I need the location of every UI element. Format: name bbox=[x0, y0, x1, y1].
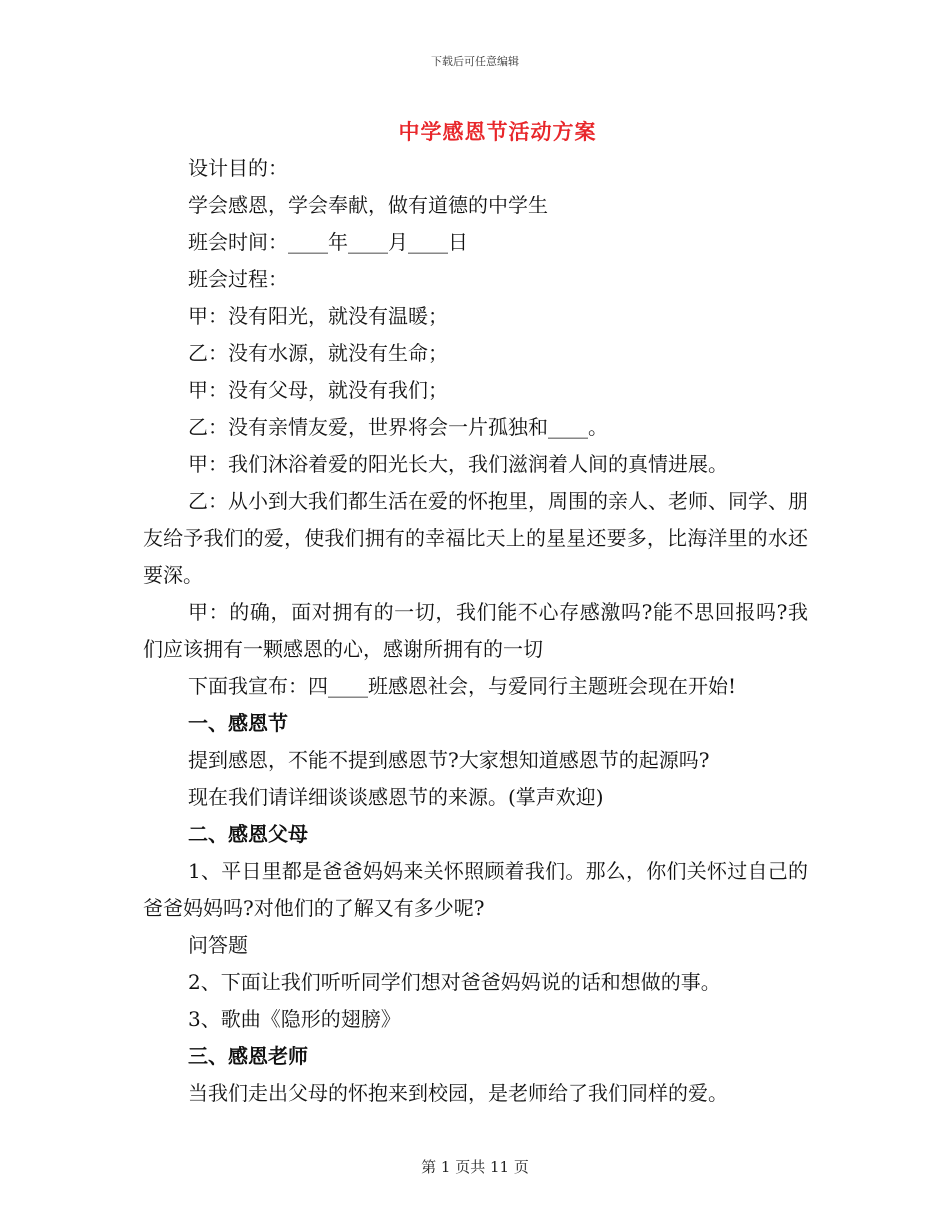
body-line: 问答题 bbox=[188, 933, 248, 957]
dialogue-line: 乙：没有亲情友爱，世界将会一片孤独和____。 bbox=[188, 415, 608, 439]
dialogue-paragraph: 乙：从小到大我们都生活在爱的怀抱里，周围的亲人、老师、同学、朋友给予我们的爱，使我们拥有的幸福比天上的星星还要多，比海洋里的水还要深。 bbox=[143, 489, 808, 587]
list-item: 1、平日里都是爸爸妈妈来关怀照顾着我们。那么，你们关怀过自己的爸爸妈妈吗?对他们的了解又有多少呢? bbox=[143, 859, 808, 920]
body-line: 现在我们请详细谈谈感恩节的来源。(掌声欢迎) bbox=[188, 785, 604, 809]
list-item: 2、下面让我们听听同学们想对爸爸妈妈说的话和想做的事。 bbox=[188, 970, 721, 994]
list-item: 3、歌曲《隐形的翅膀》 bbox=[188, 1007, 401, 1031]
meeting-time: 班会时间：____年____月____日 bbox=[188, 230, 468, 254]
section-heading: 三、感恩老师 bbox=[188, 1044, 308, 1068]
dialogue-line: 甲：没有父母，就没有我们； bbox=[188, 378, 448, 402]
meeting-process-label: 班会过程： bbox=[188, 267, 288, 291]
dialogue-line: 甲：我们沐浴着爱的阳光长大，我们滋润着人间的真情进展。 bbox=[188, 452, 728, 476]
announcement: 下面我宣布：四____班感恩社会，与爱同行主题班会现在开始! bbox=[188, 674, 737, 698]
page-number: 第 1 页共 11 页 bbox=[421, 1158, 529, 1176]
section-heading: 二、感恩父母 bbox=[188, 822, 308, 846]
document-title: 中学感恩节活动方案 bbox=[398, 119, 597, 144]
body-line: 提到感恩，不能不提到感恩节?大家想知道感恩节的起源吗? bbox=[188, 748, 710, 772]
dialogue-line: 乙：没有水源，就没有生命； bbox=[188, 341, 448, 365]
section-heading: 一、感恩节 bbox=[188, 711, 288, 735]
dialogue-line: 甲：没有阳光，就没有温暖； bbox=[188, 304, 448, 328]
header-note: 下载后可任意编辑 bbox=[431, 55, 519, 68]
body-line: 当我们走出父母的怀抱来到校园，是老师给了我们同样的爱。 bbox=[188, 1081, 728, 1105]
design-purpose-label: 设计目的： bbox=[188, 156, 288, 180]
design-purpose: 学会感恩，学会奉献，做有道德的中学生 bbox=[188, 193, 548, 217]
document-body bbox=[143, 150, 808, 1112]
dialogue-paragraph: 甲：的确，面对拥有的一切，我们能不心存感激吗?能不思回报吗?我们应该拥有一颗感恩的心，感谢所拥有的一切 bbox=[143, 600, 808, 661]
